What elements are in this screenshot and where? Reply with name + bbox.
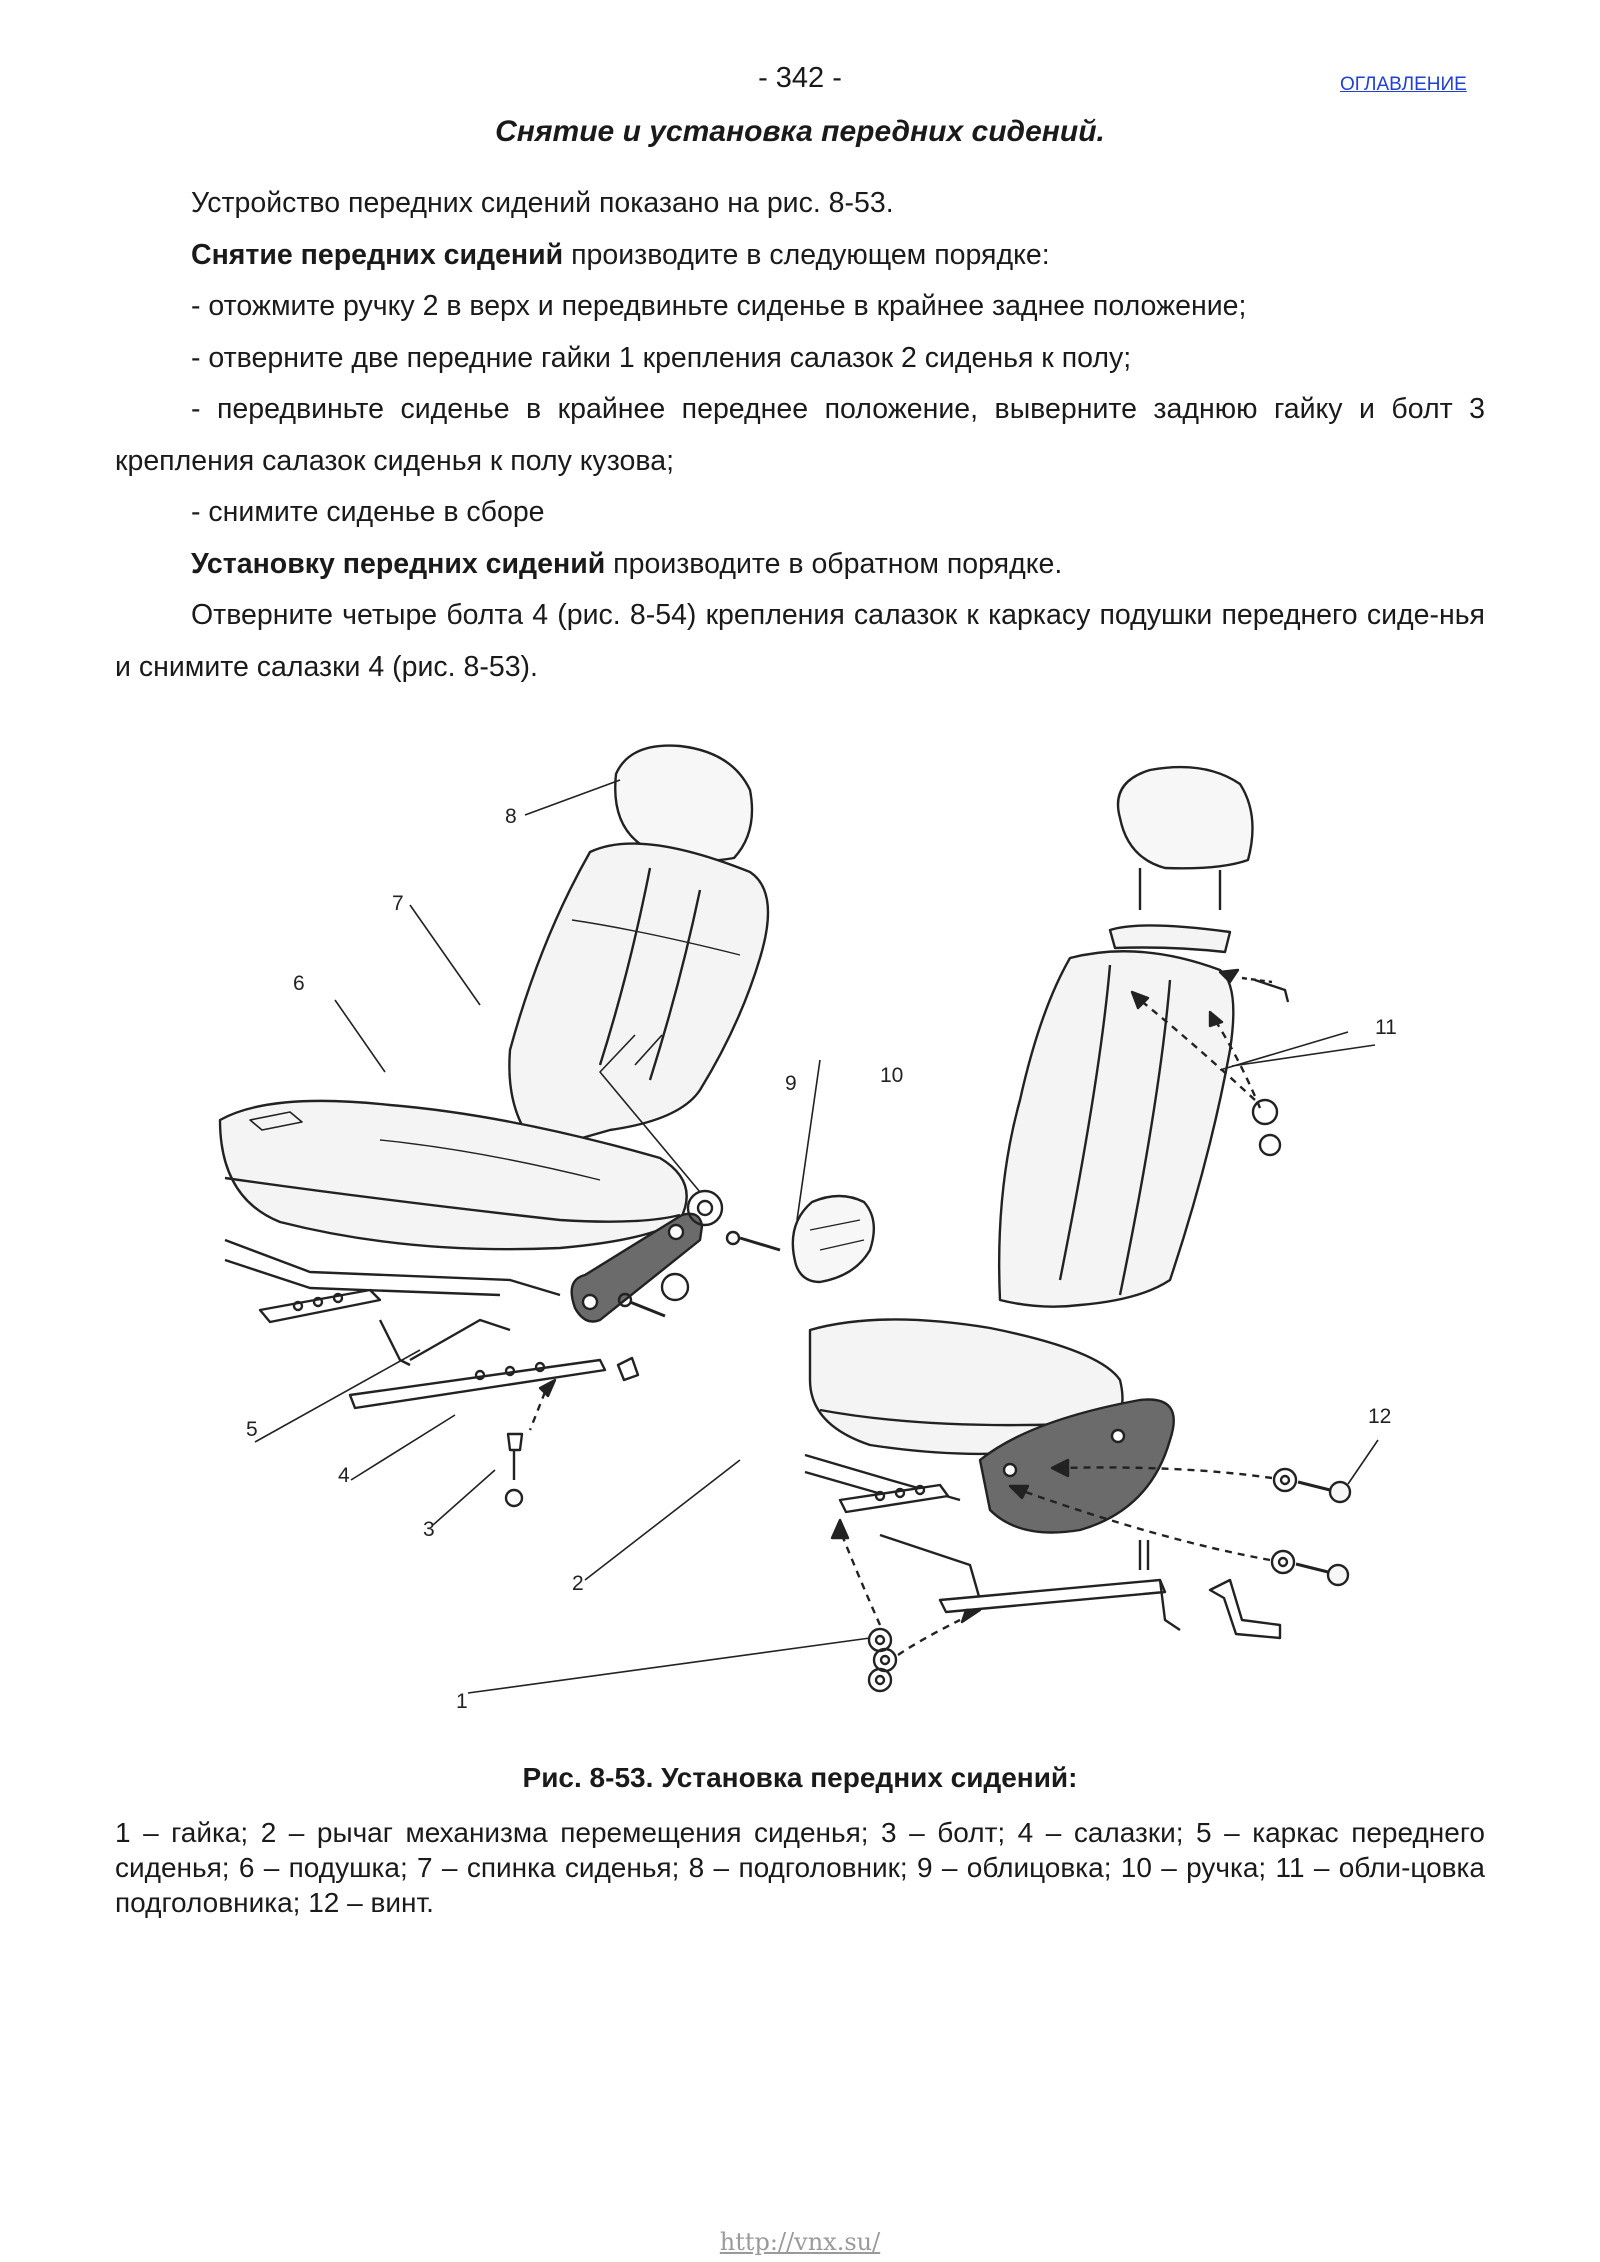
paragraph-text: производите в следующем порядке: <box>563 238 1050 271</box>
footer-url-link[interactable]: http://vnx.su/ <box>719 2228 881 2256</box>
paragraph: - отверните две передние гайки 1 крепления салазок 2 сиденья к полу; <box>191 341 1132 374</box>
paragraph: - снимите сиденье в сборе <box>191 496 545 528</box>
body-text <box>115 178 1485 693</box>
callout-9: 9 <box>785 1072 797 1095</box>
bold-phrase: Установку передних сидений <box>191 547 606 580</box>
callout-6: 6 <box>293 972 305 995</box>
callout-11: 11 <box>1375 1016 1397 1039</box>
callout-4: 4 <box>338 1464 350 1487</box>
figure-caption: Рис. 8-53. Установка передних сидений: <box>522 1762 1078 1793</box>
section-title: Снятие и установка передних сидений. <box>495 115 1105 148</box>
callout-7: 7 <box>392 892 404 915</box>
figure-legend: 1 – гайка; 2 – рычаг механизма перемещения сиденья; 3 – болт; 4 – салазки; 5 – каркас переднего сиденья; 6 – подушка; 7 – спинка сиденья; 8 – подголовник; 9 – облицовка; 10 – ручка; 11 – обли-цовка подголовника; 12 – винт. <box>115 1817 1485 1918</box>
paragraph-text: производите в обратном порядке. <box>605 547 1063 580</box>
table-of-contents-link[interactable]: ОГЛАВЛЕНИЕ <box>1340 74 1467 95</box>
paragraph: Отверните четыре болта 4 (рис. 8-54) крепления салазок к каркасу подушки переднего сиде-нья и снимите салазки 4 (рис. 8-53). <box>115 599 1485 683</box>
paragraph: - передвиньте сиденье в крайнее переднее положение, выверните заднюю гайку и болт 3 крепления салазок сиденья к полу кузова; <box>115 393 1485 477</box>
bold-phrase: Снятие передних сидений <box>191 238 564 271</box>
page-number: - 342 - <box>758 62 842 94</box>
callout-12: 12 <box>1368 1405 1392 1428</box>
paragraph <box>115 539 1485 591</box>
callout-8: 8 <box>505 805 517 828</box>
callout-10: 10 <box>880 1064 904 1087</box>
callout-5: 5 <box>246 1418 258 1441</box>
paragraph <box>115 230 1485 282</box>
callout-1: 1 <box>456 1690 468 1713</box>
seat-diagram-drawing <box>180 720 1440 1740</box>
callout-3: 3 <box>423 1518 435 1541</box>
seat-diagram <box>180 720 1440 1740</box>
paragraph: - отожмите ручку 2 в верх и передвиньте сиденье в крайнее заднее положение; <box>191 290 1247 322</box>
callout-2: 2 <box>572 1572 584 1595</box>
paragraph: Устройство передних сидений показано на рис. 8-53. <box>191 187 894 219</box>
